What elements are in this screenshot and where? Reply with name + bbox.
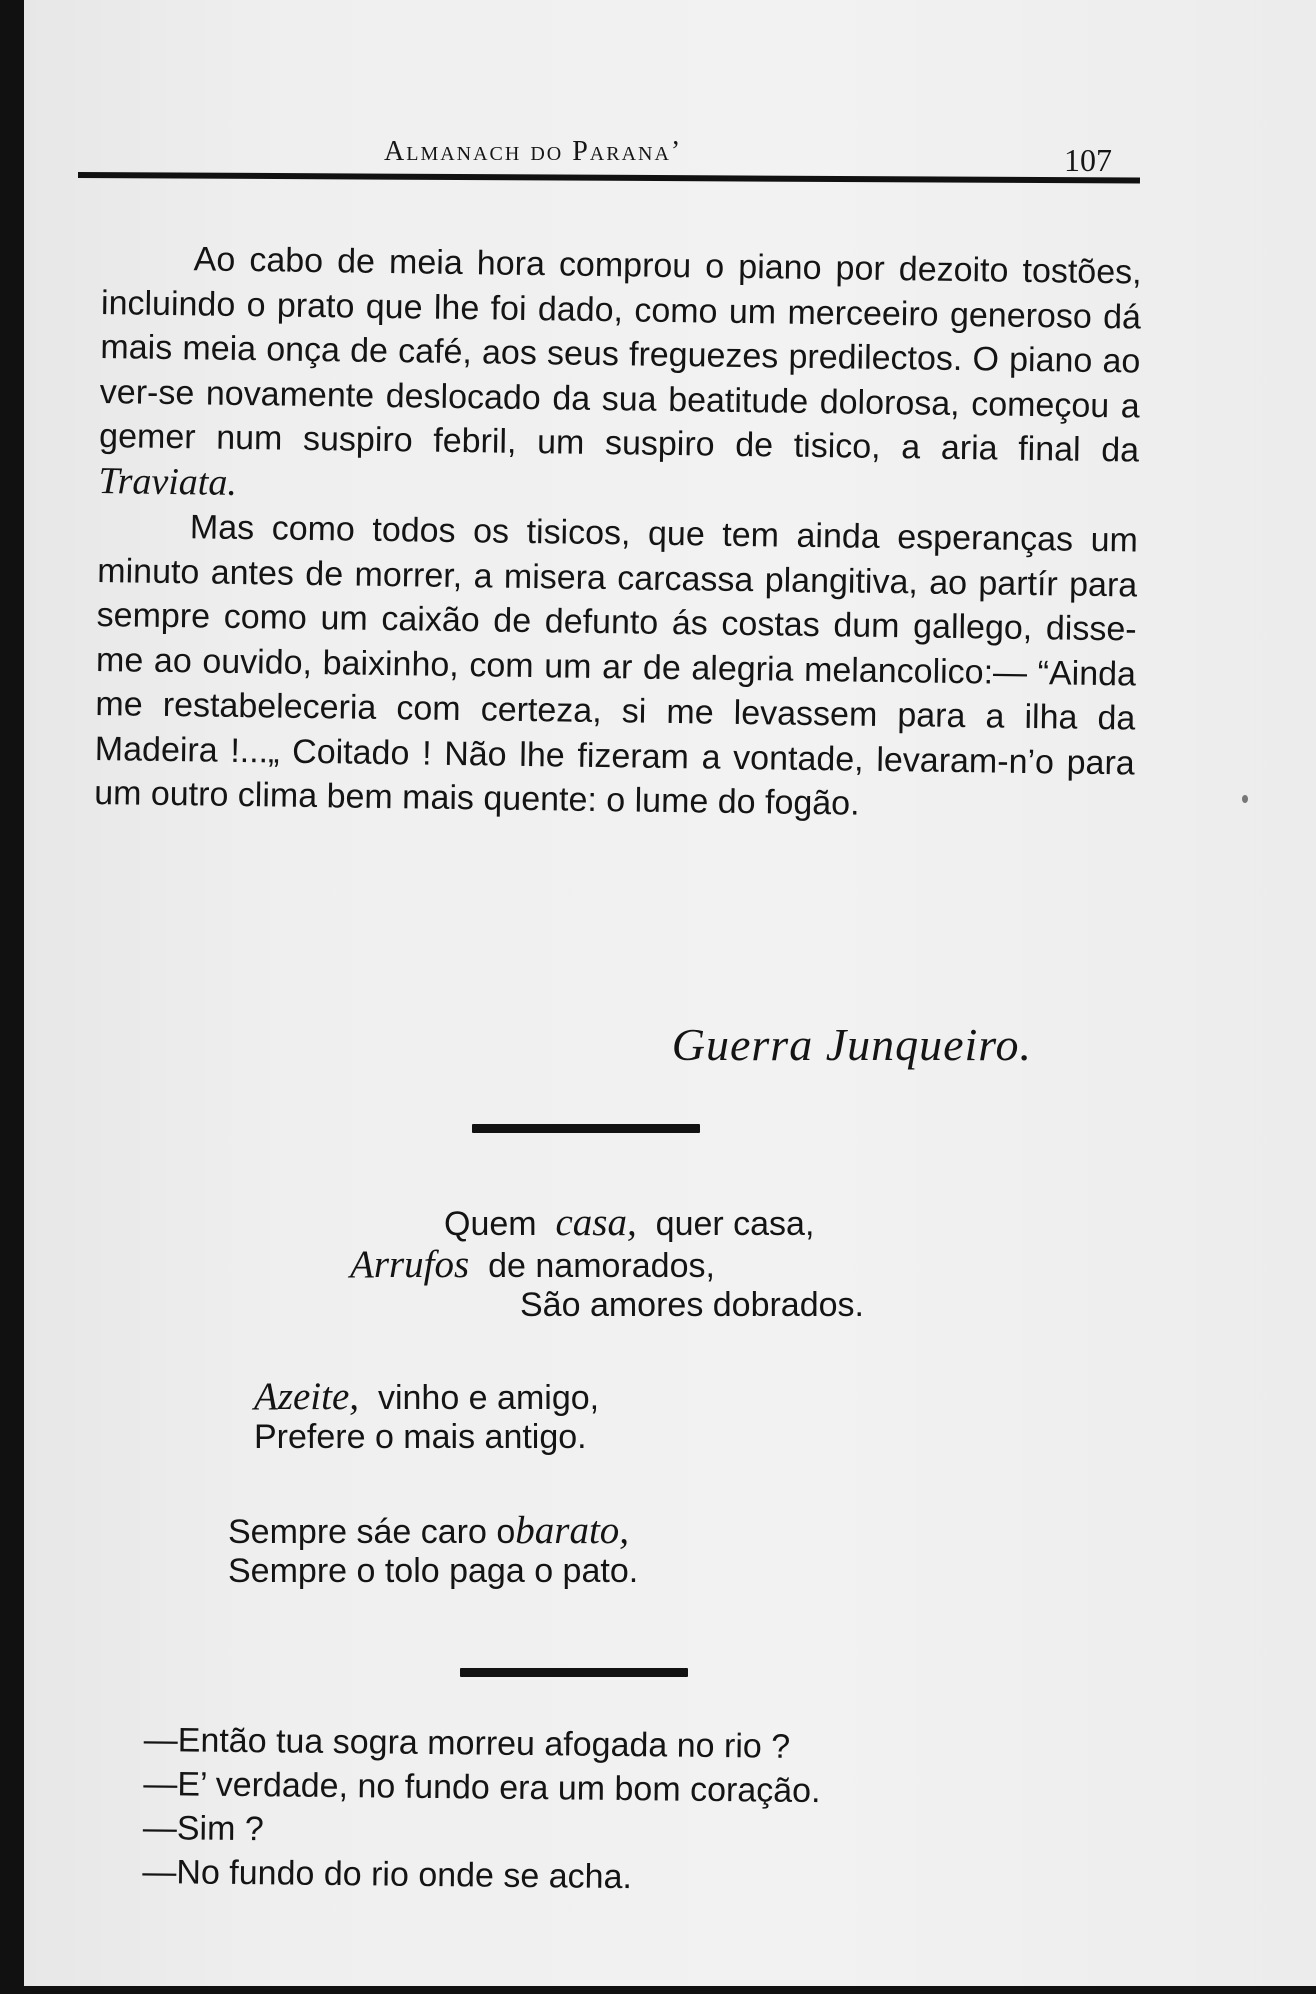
verse-text: de namorados, — [488, 1247, 715, 1285]
section-divider — [460, 1668, 688, 1677]
verse-line — [254, 1374, 599, 1419]
verse-emphasis: barato, — [515, 1509, 630, 1552]
joke-dialogue — [142, 1718, 1124, 1904]
verse-line — [228, 1508, 629, 1553]
dialogue-line: —E’ verdade, no fundo era um bom coração. — [143, 1764, 821, 1811]
paragraph-2: Mas como todos os tisicos, que tem ainda esperanças um minuto antes de morrer, a misera carcassa plangitiva, ao partír para sempre como um caixão de defunto ás costas dum gallego, disse-me ao ouvido, baixinho, com um ar de alegria melancolico:— “Ainda me restabeleceria com certeza, si me levassem para a ilha da Madeira !...„ Coitado ! Não lhe fizeram a vontade, levaram-n’o para um outro clima bem mais quente: o lume do fogão. — [93, 508, 1139, 823]
proverbs-block — [24, 1190, 1316, 1620]
verse-emphasis: Azeite, — [254, 1375, 360, 1418]
verse-text: vinho e amigo, — [377, 1379, 600, 1417]
opera-title: Traviata. — [98, 459, 238, 504]
paragraph-1-text: Ao cabo de meia hora comprou o piano por dezoito tostões, incluindo o prato que lhe foi dado, como um merceeiro generoso dá mais meia onça de café, aos seus freguezes predilectos. O piano ao ver-se novamente deslocado da sua beatitude dolorosa, começou a gemer num suspiro febril, um suspiro de tisico, a aria final da — [98, 240, 1142, 470]
verse-text: quer casa, — [655, 1205, 815, 1243]
dialogue-line: —Sim ? — [142, 1808, 264, 1849]
verse-line — [444, 1200, 814, 1245]
verse-line — [350, 1242, 715, 1287]
running-title: Almanach do Parana’ — [384, 136, 683, 167]
page-header — [84, 128, 1140, 178]
paragraph-1 — [98, 236, 1142, 518]
book-page — [24, 0, 1316, 1986]
verse-emphasis: casa, — [555, 1201, 637, 1244]
verse-text: Sempre sáe caro o — [228, 1513, 516, 1551]
verse-line: São amores dobrados. — [520, 1286, 864, 1324]
book-binding-edge — [0, 0, 24, 1994]
verse-emphasis: Arrufos — [350, 1243, 470, 1286]
section-divider — [472, 1124, 700, 1133]
dialogue-line: —Então tua sogra morreu afogada no rio ? — [143, 1720, 791, 1766]
scan-bottom-edge — [0, 1986, 1316, 1994]
author-signature: Guerra Junqueiro. — [671, 1019, 1032, 1070]
page-number: 107 — [1064, 142, 1112, 178]
verse-line: Sempre o tolo paga o pato. — [228, 1552, 639, 1590]
verse-text: Quem — [444, 1205, 537, 1243]
print-speck — [1242, 795, 1248, 803]
story-excerpt — [94, 236, 1142, 830]
dialogue-line: —No fundo do rio onde se acha. — [142, 1852, 633, 1897]
verse-line: Prefere o mais antigo. — [254, 1418, 587, 1456]
